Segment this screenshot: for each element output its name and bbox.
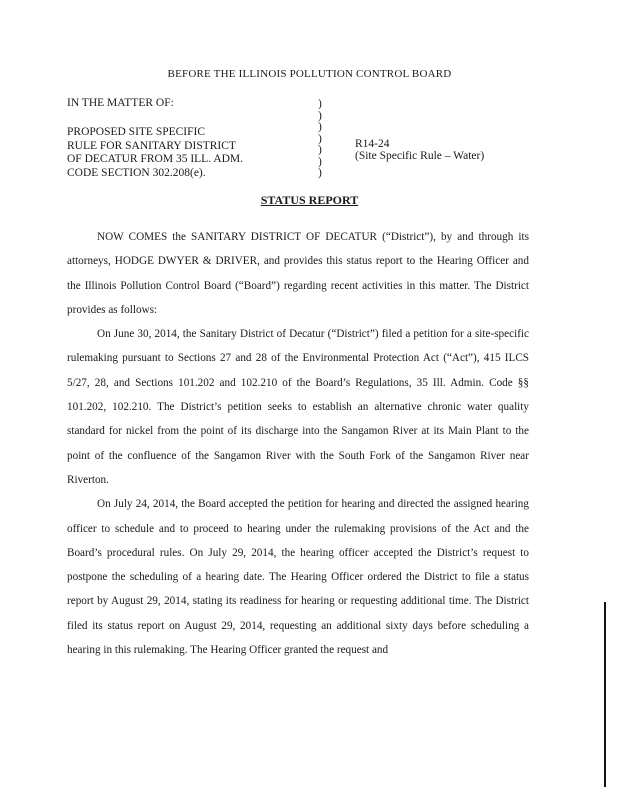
paren-mark: ) [318,155,322,168]
paren-mark: ) [318,121,322,133]
paragraph-text: On June 30, 2014, the Sanitary District of Decatur (“District”) filed a petition for a site-specific rulemaking pursuant to Sections 27 and 28 of the Environmental Protection Act (“Act”), 415 ILCS 5/27, 28, and Sections 101.202 and 102.210 of the Board’s Regulations, 35 Ill. Admin. Code §§ 101.202, 102.210. The District’s petition seeks to establish an alternative chronic water quality standard for nickel from the point of its discharge into the Sangamon River at its Main Plant to the point of the confluence of the Sangamon River with the South Fork of the Sangamon River near Riverton. [67,328,529,486]
paragraph-text: NOW COMES the SANITARY DISTRICT OF DECATUR (“District”), by and through its attorneys, HODGE DWYER & DRIVER, and provides this status report to the Hearing Officer and the Illinois Pollution Control Board (“Board”) regarding recent activities in this matter. The District provides as follows: [67,231,529,316]
paren-mark: ) [318,132,322,145]
paren-mark: ) [318,144,322,156]
docket-number: R14-24 [355,138,390,150]
paragraph [67,492,529,662]
paren-mark: ) [318,167,322,179]
caption-line: OF DECATUR FROM 35 ILL. ADM. [67,153,244,165]
caption-line: PROPOSED SITE SPECIFIC [67,126,206,138]
caption-parentheses [318,99,322,180]
rule-type: (Site Specific Rule – Water) [355,150,485,162]
caption-line: CODE SECTION 302.208(e). [67,166,206,179]
document-body [67,225,529,662]
caption-line: RULE FOR SANITARY DISTRICT [67,139,236,152]
board-heading: BEFORE THE ILLINOIS POLLUTION CONTROL BOARD [167,68,452,80]
paren-mark: ) [318,109,322,122]
margin-revision-bar [604,602,606,787]
paragraph [67,225,529,322]
paren-mark: ) [318,98,322,110]
proposed-rule-caption [67,126,243,180]
paragraph-text: On July 24, 2014, the Board accepted the petition for hearing and directed the assigned hearing officer to schedule and to proceed to hearing under the rulemaking provisions of the Act and the Board’s procedural rules. On July 29, 2014, the hearing officer accepted the District’s request to postpone the scheduling of a hearing date. The Hearing Officer ordered the District to file a status report by August 29, 2014, stating its readiness for hearing or requesting additional time. The District filed its status report on August 29, 2014, requesting an additional sixty days before scheduling a hearing in this rulemaking. The Hearing Officer granted the request and [67,498,529,657]
status-report-title: STATUS REPORT [260,193,359,207]
in-the-matter-label: IN THE MATTER OF: [67,97,174,109]
document-title [0,193,619,208]
docket-block [355,138,484,162]
paragraph [67,322,529,492]
